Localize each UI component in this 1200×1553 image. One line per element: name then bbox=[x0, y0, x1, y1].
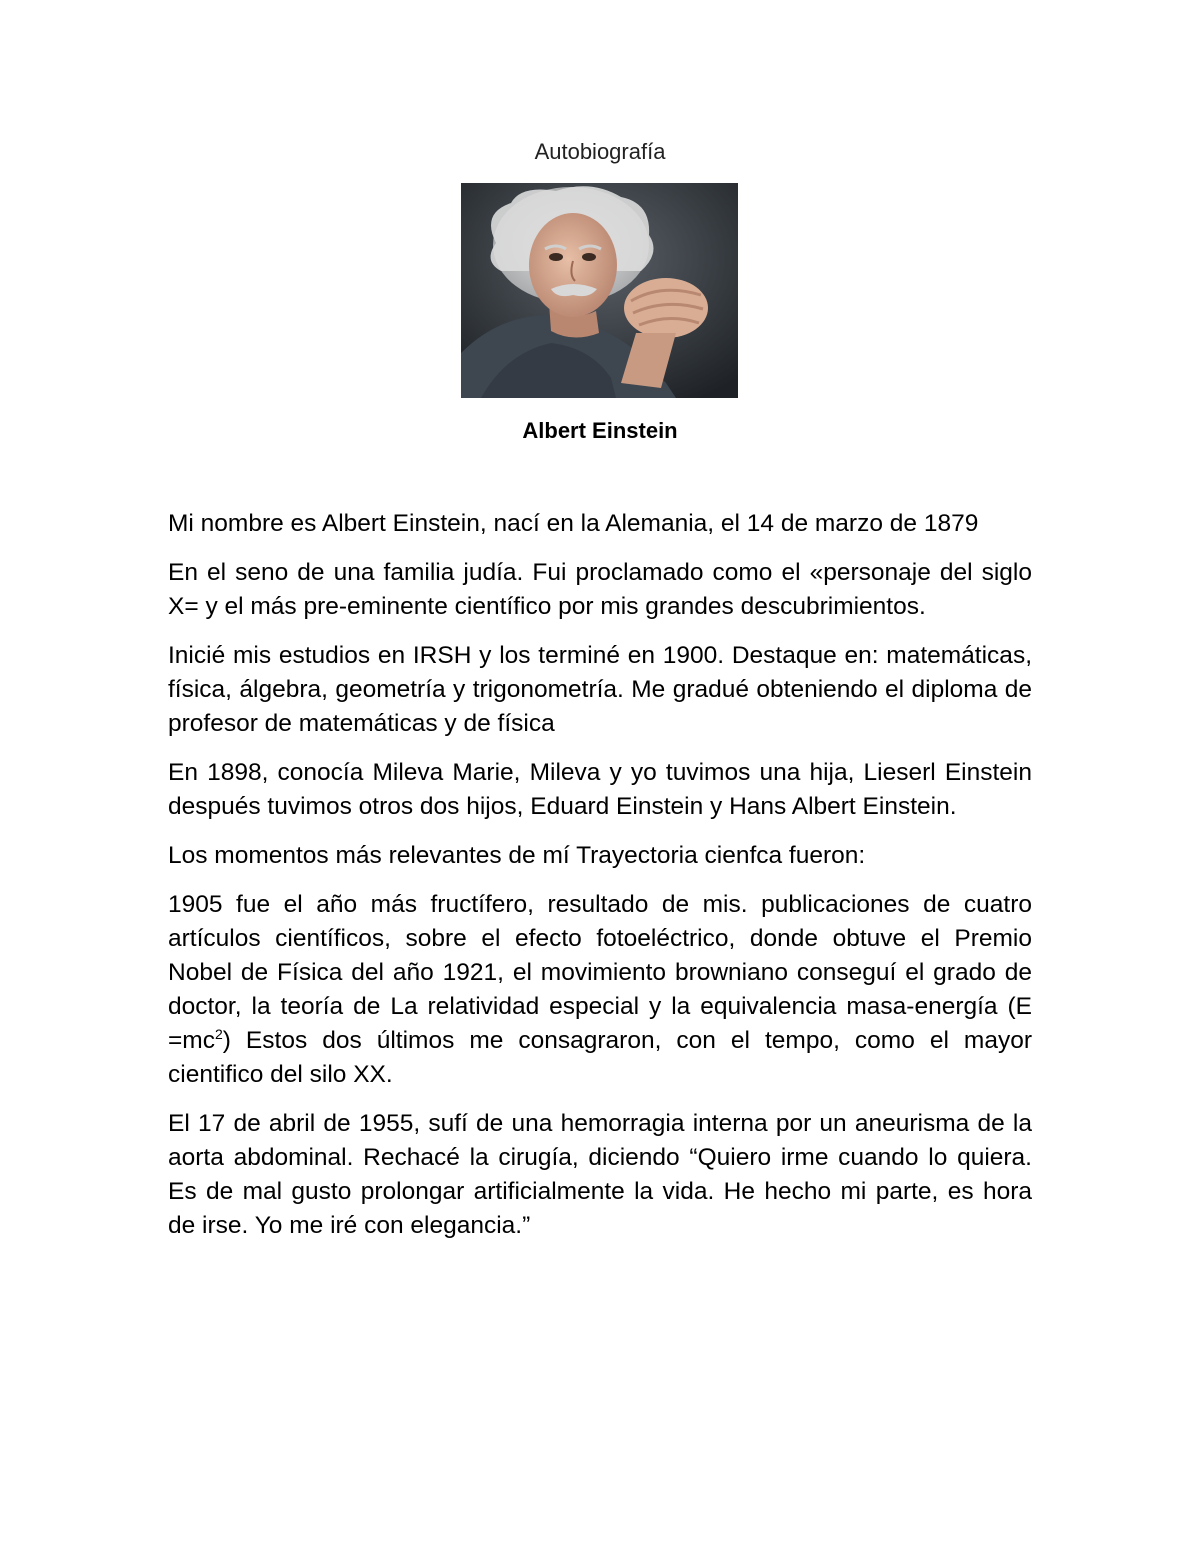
body-text bbox=[168, 507, 1032, 1258]
photo-caption: Albert Einstein bbox=[522, 418, 678, 443]
paragraph-4: En 1898, conocía Mileva Marie, Mileva y yo tuvimos una hija, Lieserl Einstein después tuvimos otros dos hijos, Eduard Einstein y Hans Albert Einstein. bbox=[168, 759, 1032, 820]
paragraph-6 bbox=[168, 888, 1032, 1092]
document-title: Autobiografía bbox=[534, 139, 666, 164]
superscript-exponent: 2 bbox=[214, 1025, 223, 1042]
portrait-photo bbox=[461, 183, 738, 398]
paragraph-7: El 17 de abril de 1955, sufí de una hemorragia interna por un aneurisma de la aorta abdominal. Rechacé la cirugía, diciendo “Quiero irme cuando lo quiera. Es de mal gusto prolongar artificialmente la vida. He hecho mi parte, es hora de irse. Yo me iré con elegancia.” bbox=[168, 1110, 1032, 1239]
paragraph-3: Inicié mis estudios en IRSH y los terminé en 1900. Destaque en: matemáticas, física, álgebra, geometría y trigonometría. Me gradué obteniendo el diploma de profesor de matemáticas y de física bbox=[168, 642, 1032, 737]
paragraph-5: Los momentos más relevantes de mí Trayectoria cienfca fueron: bbox=[168, 842, 866, 869]
paragraph-1: Mi nombre es Albert Einstein, nací en la Alemania, el 14 de marzo de 1879 bbox=[168, 510, 979, 537]
paragraph-2: En el seno de una familia judía. Fui proclamado como el «personaje del siglo X= y el más pre-eminente científico por mis grandes descubrimientos. bbox=[168, 559, 1032, 620]
paragraph-6-before: 1905 fue el año más fructífero, resultado de mis. publicaciones de cuatro artículos científicos, sobre el efecto fotoeléctrico, donde obtuve el Premio Nobel de Física del año 1921, el movimiento browniano conseguí el grado de doctor, la teoría de La relatividad especial y la equivalencia masa-energía (E =mc bbox=[168, 891, 1032, 1054]
paragraph-6-after: ) Estos dos últimos me consagraron, con el tempo, como el mayor cientifico del silo XX. bbox=[168, 1027, 1032, 1088]
portrait-photo-icon bbox=[461, 183, 738, 398]
